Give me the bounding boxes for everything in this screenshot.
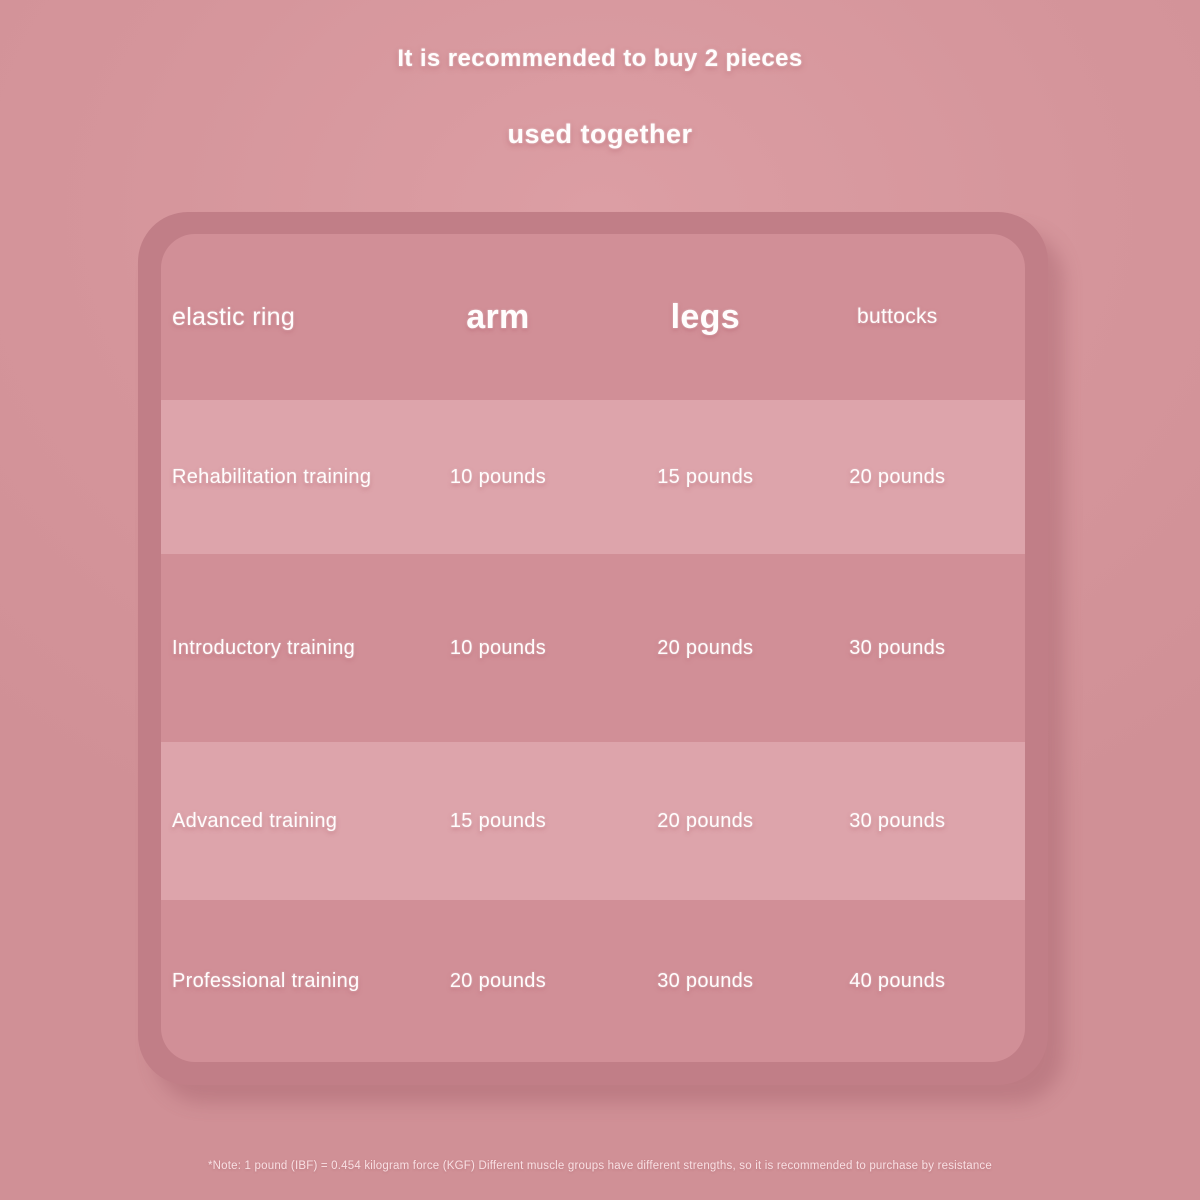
arm-value: 15 pounds	[449, 809, 546, 832]
legs-value: 20 pounds	[657, 809, 754, 832]
table-row-professional	[161, 900, 1025, 1062]
buttocks-value: 30 pounds	[849, 636, 946, 659]
arm-value: 20 pounds	[449, 969, 546, 992]
row-label: Rehabilitation training	[172, 465, 372, 488]
arm-value: 10 pounds	[449, 465, 546, 488]
page-subtitle: used together	[507, 119, 693, 149]
header-legs: legs	[670, 297, 740, 336]
row-label: Professional training	[172, 969, 360, 992]
page-title: It is recommended to buy 2 pieces	[397, 45, 803, 72]
legs-value: 20 pounds	[657, 636, 754, 659]
arm-value: 10 pounds	[449, 636, 546, 659]
footnote: *Note: 1 pound (IBF) = 0.454 kilogram force (KGF) Different muscle groups have different strengths, so it is recommended to purchase by resistance	[208, 1160, 992, 1172]
table-row-introductory	[161, 554, 1025, 742]
legs-value: 15 pounds	[657, 465, 754, 488]
buttocks-value: 40 pounds	[849, 969, 946, 992]
resistance-table	[161, 234, 1025, 1062]
header-arm: arm	[466, 297, 530, 336]
legs-value: 30 pounds	[657, 969, 754, 992]
table-row-rehabilitation	[161, 400, 1025, 554]
resistance-table-frame	[138, 212, 1048, 1085]
row-label: Introductory training	[172, 636, 356, 659]
table-header-row	[161, 234, 1025, 400]
header-buttocks: buttocks	[856, 305, 938, 328]
table-row-advanced	[161, 742, 1025, 900]
row-label: Advanced training	[172, 809, 338, 832]
buttocks-value: 20 pounds	[849, 465, 946, 488]
buttocks-value: 30 pounds	[849, 809, 946, 832]
header-elastic-ring: elastic ring	[172, 302, 296, 331]
